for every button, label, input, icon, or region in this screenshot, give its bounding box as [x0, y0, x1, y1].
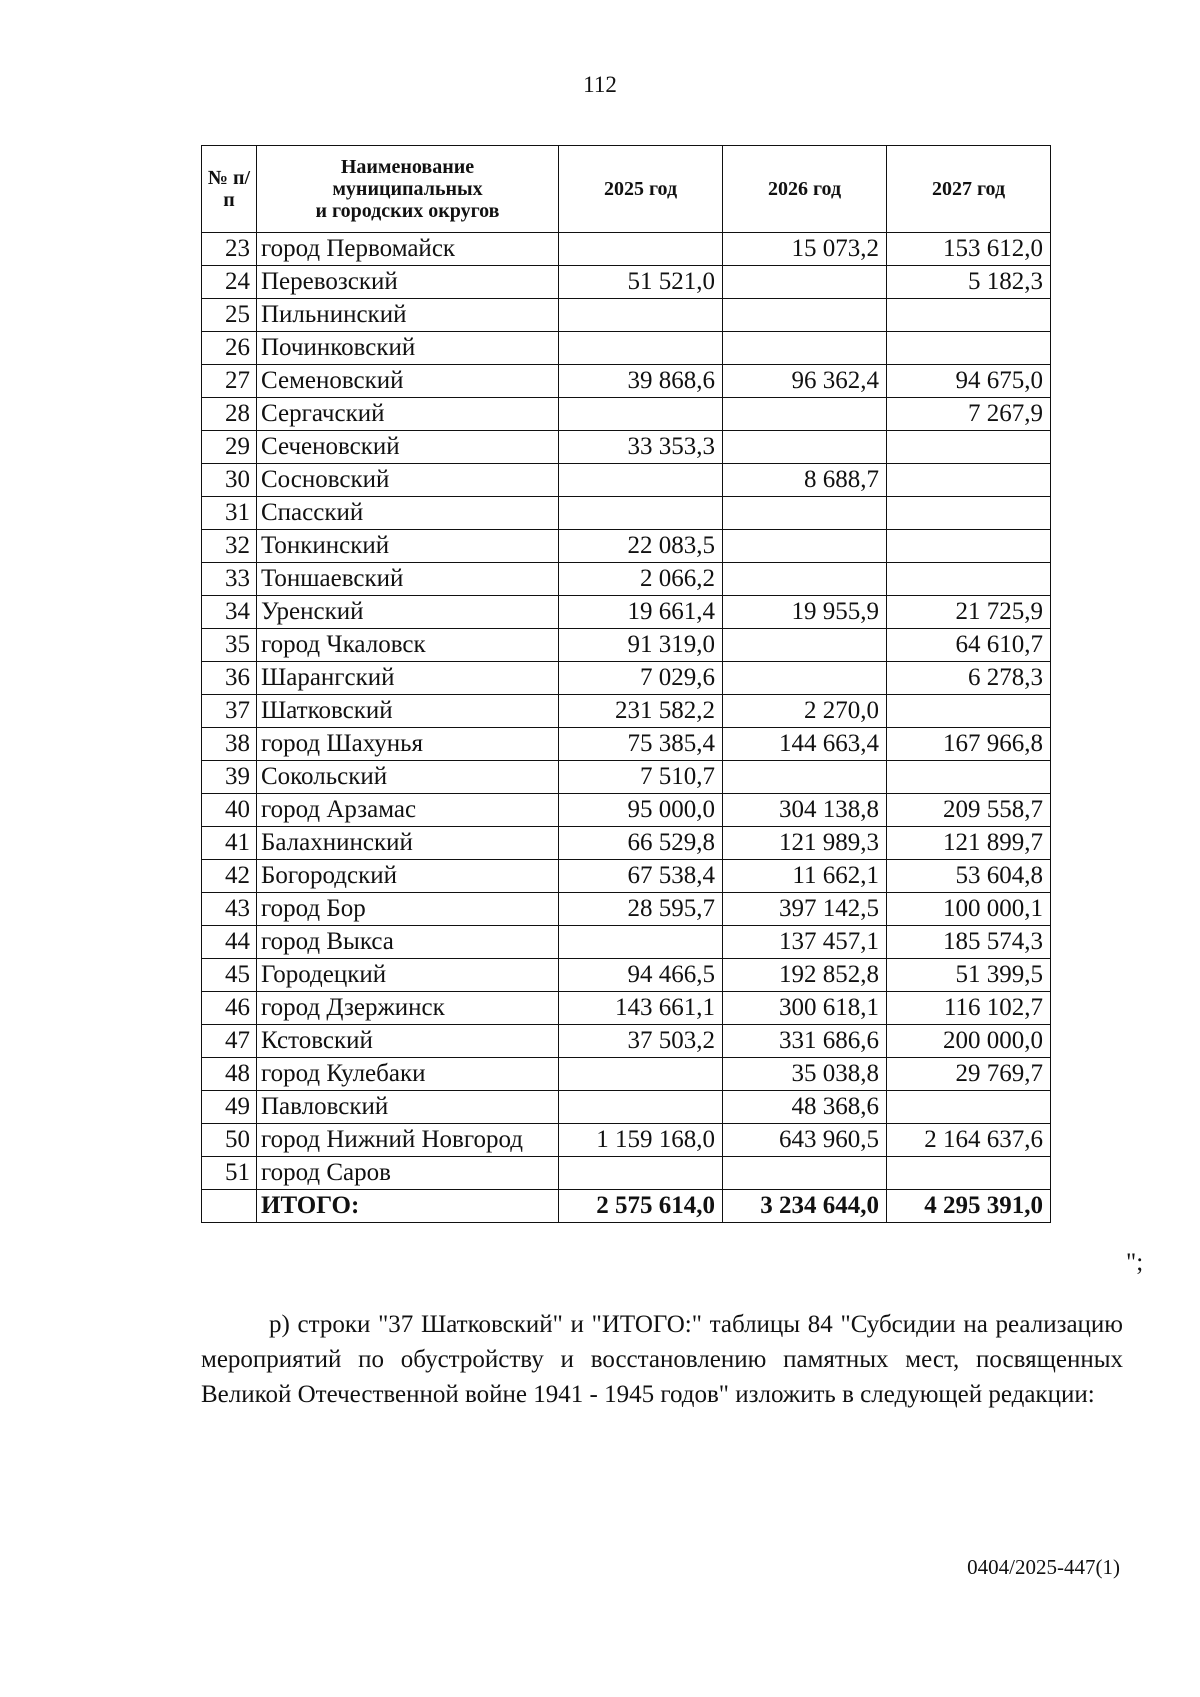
- table-row: [202, 860, 1051, 893]
- row-number: 40: [202, 794, 257, 827]
- row-value-2026: [723, 332, 887, 365]
- row-value-2026: 11 662,1: [723, 860, 887, 893]
- row-number: 32: [202, 530, 257, 563]
- row-value-2027: [887, 695, 1051, 728]
- row-value-2025: [559, 497, 723, 530]
- row-municipality: Семеновский: [257, 365, 559, 398]
- header-name-line-3: и городских округов: [315, 200, 500, 222]
- row-number: 30: [202, 464, 257, 497]
- table-row: [202, 299, 1051, 332]
- table-row: [202, 629, 1051, 662]
- total-2025: 2 575 614,0: [559, 1190, 723, 1223]
- row-number: 44: [202, 926, 257, 959]
- table-row: [202, 365, 1051, 398]
- total-2026: 3 234 644,0: [723, 1190, 887, 1223]
- row-value-2025: 39 868,6: [559, 365, 723, 398]
- row-municipality: Шатковский: [257, 695, 559, 728]
- row-value-2025: 19 661,4: [559, 596, 723, 629]
- row-value-2025: [559, 926, 723, 959]
- row-value-2026: [723, 398, 887, 431]
- row-number: 31: [202, 497, 257, 530]
- row-value-2027: [887, 761, 1051, 794]
- row-municipality: Богородский: [257, 860, 559, 893]
- row-value-2027: 2 164 637,6: [887, 1124, 1051, 1157]
- row-value-2026: [723, 266, 887, 299]
- row-number: 46: [202, 992, 257, 1025]
- row-municipality: Сосновский: [257, 464, 559, 497]
- row-value-2026: [723, 662, 887, 695]
- row-value-2027: 167 966,8: [887, 728, 1051, 761]
- row-value-2027: [887, 431, 1051, 464]
- row-municipality: Починковский: [257, 332, 559, 365]
- row-municipality: Уренский: [257, 596, 559, 629]
- row-value-2027: 53 604,8: [887, 860, 1051, 893]
- row-value-2025: [559, 464, 723, 497]
- header-2027: 2027 год: [887, 146, 1051, 233]
- table-row: [202, 761, 1051, 794]
- row-number: 50: [202, 1124, 257, 1157]
- row-number: 26: [202, 332, 257, 365]
- row-value-2025: 51 521,0: [559, 266, 723, 299]
- table-row: [202, 464, 1051, 497]
- row-value-2025: 231 582,2: [559, 695, 723, 728]
- row-municipality: Спасский: [257, 497, 559, 530]
- table-row: [202, 332, 1051, 365]
- row-municipality: Сокольский: [257, 761, 559, 794]
- row-value-2026: [723, 530, 887, 563]
- row-value-2026: [723, 629, 887, 662]
- row-municipality: Кстовский: [257, 1025, 559, 1058]
- closing-quote: ";: [1126, 1249, 1144, 1276]
- table-row: [202, 959, 1051, 992]
- subsidy-table: [201, 145, 1051, 1223]
- row-value-2027: 51 399,5: [887, 959, 1051, 992]
- row-value-2027: 200 000,0: [887, 1025, 1051, 1058]
- table-row: [202, 563, 1051, 596]
- table-row: [202, 497, 1051, 530]
- row-municipality: город Первомайск: [257, 233, 559, 266]
- row-number: 41: [202, 827, 257, 860]
- row-value-2025: [559, 1091, 723, 1124]
- row-value-2026: 35 038,8: [723, 1058, 887, 1091]
- row-value-2026: [723, 299, 887, 332]
- document-code: 0404/2025-447(1): [967, 1555, 1120, 1579]
- row-value-2027: [887, 464, 1051, 497]
- row-value-2025: [559, 398, 723, 431]
- row-value-2025: 7 510,7: [559, 761, 723, 794]
- table-row: [202, 794, 1051, 827]
- row-value-2025: 7 029,6: [559, 662, 723, 695]
- table-row: [202, 398, 1051, 431]
- row-number: 33: [202, 563, 257, 596]
- table-row: [202, 1157, 1051, 1190]
- total-2027: 4 295 391,0: [887, 1190, 1051, 1223]
- row-value-2025: [559, 1157, 723, 1190]
- table-row: [202, 266, 1051, 299]
- row-municipality: Городецкий: [257, 959, 559, 992]
- row-value-2027: 185 574,3: [887, 926, 1051, 959]
- row-value-2026: [723, 1157, 887, 1190]
- row-value-2026: 121 989,3: [723, 827, 887, 860]
- table-row: [202, 827, 1051, 860]
- row-value-2027: 7 267,9: [887, 398, 1051, 431]
- row-value-2025: 22 083,5: [559, 530, 723, 563]
- row-value-2027: 209 558,7: [887, 794, 1051, 827]
- row-value-2027: 21 725,9: [887, 596, 1051, 629]
- table-header-row: [202, 146, 1051, 233]
- row-value-2026: 331 686,6: [723, 1025, 887, 1058]
- row-number: 47: [202, 1025, 257, 1058]
- row-value-2025: 33 353,3: [559, 431, 723, 464]
- row-municipality: город Бор: [257, 893, 559, 926]
- row-value-2026: 2 270,0: [723, 695, 887, 728]
- header-name-line-2: муниципальных: [332, 178, 483, 200]
- row-value-2025: [559, 332, 723, 365]
- row-value-2025: [559, 1058, 723, 1091]
- table-row: [202, 662, 1051, 695]
- total-row: [202, 1190, 1051, 1223]
- page-number: 112: [583, 72, 617, 97]
- row-value-2027: [887, 1157, 1051, 1190]
- row-value-2027: 29 769,7: [887, 1058, 1051, 1091]
- row-municipality: Тонкинский: [257, 530, 559, 563]
- row-number: 49: [202, 1091, 257, 1124]
- row-value-2026: 8 688,7: [723, 464, 887, 497]
- row-value-2027: 64 610,7: [887, 629, 1051, 662]
- row-municipality: Пильнинский: [257, 299, 559, 332]
- row-number: 28: [202, 398, 257, 431]
- row-value-2025: 95 000,0: [559, 794, 723, 827]
- table-row: [202, 1091, 1051, 1124]
- table-row: [202, 926, 1051, 959]
- table-row: [202, 596, 1051, 629]
- total-number-empty: [202, 1190, 257, 1223]
- row-number: 42: [202, 860, 257, 893]
- row-municipality: город Шахунья: [257, 728, 559, 761]
- row-number: 24: [202, 266, 257, 299]
- row-municipality: город Дзержинск: [257, 992, 559, 1025]
- row-value-2027: [887, 530, 1051, 563]
- row-value-2025: [559, 233, 723, 266]
- row-value-2027: [887, 563, 1051, 596]
- table-row: [202, 1058, 1051, 1091]
- header-2025: 2025 год: [559, 146, 723, 233]
- row-value-2026: 304 138,8: [723, 794, 887, 827]
- row-value-2027: [887, 1091, 1051, 1124]
- row-value-2025: 75 385,4: [559, 728, 723, 761]
- row-number: 34: [202, 596, 257, 629]
- row-value-2026: 144 663,4: [723, 728, 887, 761]
- row-value-2026: 137 457,1: [723, 926, 887, 959]
- row-value-2026: 96 362,4: [723, 365, 887, 398]
- row-value-2025: 66 529,8: [559, 827, 723, 860]
- row-value-2027: 94 675,0: [887, 365, 1051, 398]
- row-municipality: Сергачский: [257, 398, 559, 431]
- row-value-2026: 643 960,5: [723, 1124, 887, 1157]
- row-value-2025: 91 319,0: [559, 629, 723, 662]
- row-value-2027: [887, 497, 1051, 530]
- table-row: [202, 431, 1051, 464]
- row-value-2025: 28 595,7: [559, 893, 723, 926]
- row-municipality: город Нижний Новгород: [257, 1124, 559, 1157]
- row-value-2027: 100 000,1: [887, 893, 1051, 926]
- row-municipality: Сеченовский: [257, 431, 559, 464]
- row-value-2027: [887, 332, 1051, 365]
- row-number: 43: [202, 893, 257, 926]
- row-value-2027: 153 612,0: [887, 233, 1051, 266]
- row-value-2025: 1 159 168,0: [559, 1124, 723, 1157]
- row-value-2026: 397 142,5: [723, 893, 887, 926]
- table-row: [202, 1025, 1051, 1058]
- row-value-2026: 15 073,2: [723, 233, 887, 266]
- row-number: 37: [202, 695, 257, 728]
- header-number: № п/п: [202, 146, 257, 233]
- row-value-2025: 67 538,4: [559, 860, 723, 893]
- row-municipality: город Чкаловск: [257, 629, 559, 662]
- amendment-paragraph: [201, 1307, 1123, 1412]
- row-number: 39: [202, 761, 257, 794]
- row-municipality: город Саров: [257, 1157, 559, 1190]
- row-value-2027: [887, 299, 1051, 332]
- row-municipality: Тоншаевский: [257, 563, 559, 596]
- amendment-text: р) строки "37 Шатковский" и "ИТОГО:" таблицы 84 "Субсидии на реализацию мероприятий по обустройству и восстановлению памятных мест, посвященных Великой Отечественной войне 1941 - 1945 годов" изложить в следующей редакции:: [201, 1311, 1123, 1408]
- row-value-2025: 37 503,2: [559, 1025, 723, 1058]
- row-number: 27: [202, 365, 257, 398]
- table-body: [202, 233, 1051, 1223]
- row-value-2026: 19 955,9: [723, 596, 887, 629]
- total-label: ИТОГО:: [257, 1190, 559, 1223]
- row-value-2027: 121 899,7: [887, 827, 1051, 860]
- row-value-2026: [723, 431, 887, 464]
- row-municipality: Балахнинский: [257, 827, 559, 860]
- row-value-2025: [559, 299, 723, 332]
- row-number: 25: [202, 299, 257, 332]
- row-municipality: город Выкса: [257, 926, 559, 959]
- row-value-2026: [723, 497, 887, 530]
- row-number: 23: [202, 233, 257, 266]
- table-row: [202, 695, 1051, 728]
- header-name-line-1: Наименование: [340, 156, 475, 178]
- row-value-2026: [723, 563, 887, 596]
- row-municipality: Павловский: [257, 1091, 559, 1124]
- row-municipality: город Кулебаки: [257, 1058, 559, 1091]
- row-value-2026: 192 852,8: [723, 959, 887, 992]
- row-value-2025: 2 066,2: [559, 563, 723, 596]
- row-municipality: город Арзамас: [257, 794, 559, 827]
- table-row: [202, 1124, 1051, 1157]
- row-number: 45: [202, 959, 257, 992]
- row-number: 35: [202, 629, 257, 662]
- table-row: [202, 893, 1051, 926]
- header-municipality: [257, 146, 559, 233]
- row-value-2027: 116 102,7: [887, 992, 1051, 1025]
- row-number: 38: [202, 728, 257, 761]
- table-row: [202, 233, 1051, 266]
- row-number: 36: [202, 662, 257, 695]
- row-value-2027: 6 278,3: [887, 662, 1051, 695]
- row-value-2026: 300 618,1: [723, 992, 887, 1025]
- row-number: 29: [202, 431, 257, 464]
- row-number: 51: [202, 1157, 257, 1190]
- row-municipality: Шарангский: [257, 662, 559, 695]
- row-value-2025: 143 661,1: [559, 992, 723, 1025]
- table-row: [202, 530, 1051, 563]
- row-municipality: Перевозский: [257, 266, 559, 299]
- row-value-2027: 5 182,3: [887, 266, 1051, 299]
- row-number: 48: [202, 1058, 257, 1091]
- row-value-2026: [723, 761, 887, 794]
- row-value-2025: 94 466,5: [559, 959, 723, 992]
- row-value-2026: 48 368,6: [723, 1091, 887, 1124]
- header-2026: 2026 год: [723, 146, 887, 233]
- table-row: [202, 992, 1051, 1025]
- table-row: [202, 728, 1051, 761]
